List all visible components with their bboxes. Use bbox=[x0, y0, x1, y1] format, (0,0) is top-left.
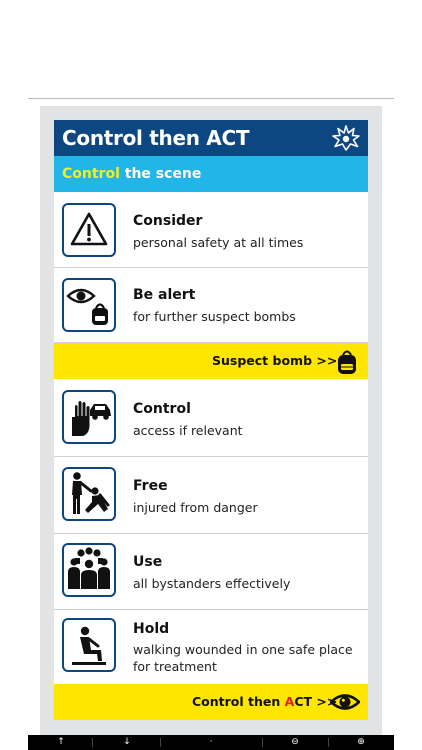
nav-divider bbox=[262, 738, 263, 747]
header-title: Control then ACT bbox=[62, 126, 250, 150]
item-icon-tile bbox=[62, 467, 116, 521]
guide-header bbox=[54, 120, 368, 156]
item-icon-tile bbox=[62, 543, 116, 597]
link-prefix: Control then bbox=[192, 694, 285, 709]
list-item-be-alert[interactable] bbox=[54, 268, 368, 343]
item-icon-tile bbox=[62, 278, 116, 332]
item-icon-tile bbox=[62, 390, 116, 444]
subheader-accent: Control bbox=[62, 166, 120, 182]
drag-injured-icon bbox=[64, 469, 114, 519]
nav-divider bbox=[160, 738, 161, 747]
top-divider bbox=[28, 98, 394, 99]
item-title: Use bbox=[133, 554, 163, 570]
subheader bbox=[54, 156, 368, 192]
nav-divider bbox=[328, 738, 329, 747]
item-title: Control bbox=[133, 401, 191, 417]
zoom-in-icon[interactable]: ⊕ bbox=[357, 737, 365, 747]
item-title: Hold bbox=[133, 621, 170, 637]
backpack-icon bbox=[336, 347, 358, 375]
control-then-act-link[interactable] bbox=[54, 684, 368, 720]
item-title: Free bbox=[133, 478, 168, 494]
item-description: all bystanders effectively bbox=[133, 576, 291, 591]
item-description: personal safety at all times bbox=[133, 235, 304, 250]
item-title: Be alert bbox=[133, 287, 196, 303]
item-title: Consider bbox=[133, 213, 203, 229]
subheader-text bbox=[62, 165, 201, 183]
suspect-bomb-label: Suspect bomb >> bbox=[212, 353, 338, 368]
arrow-down-icon[interactable]: ↓ bbox=[123, 737, 131, 747]
warning-icon bbox=[64, 205, 114, 255]
bottom-nav-bar bbox=[28, 735, 394, 750]
link-accent: A bbox=[284, 694, 295, 709]
subheader-rest: the scene bbox=[119, 166, 202, 182]
seated-person-icon bbox=[64, 620, 114, 670]
list-item-consider[interactable] bbox=[54, 192, 368, 268]
item-description: injured from danger bbox=[133, 500, 258, 515]
nav-divider bbox=[92, 738, 93, 747]
list-item-hold[interactable] bbox=[54, 610, 368, 684]
hand-car-icon bbox=[64, 392, 114, 442]
crowd-icon bbox=[64, 545, 114, 595]
item-icon-tile bbox=[62, 618, 116, 672]
eye-backpack-icon bbox=[64, 280, 114, 330]
item-description: access if relevant bbox=[133, 423, 243, 438]
item-description: for further suspect bombs bbox=[133, 309, 296, 324]
link-suffix: CT >> bbox=[294, 694, 338, 709]
item-description: walking wounded in one safe place for treatment bbox=[133, 642, 353, 674]
control-then-act-label bbox=[192, 694, 337, 710]
suspect-bomb-link[interactable] bbox=[54, 343, 368, 379]
dot-icon[interactable]: · bbox=[209, 737, 213, 747]
explosion-icon bbox=[332, 125, 360, 151]
guide-card bbox=[54, 120, 368, 720]
list-item-free[interactable] bbox=[54, 457, 368, 534]
list-item-use[interactable] bbox=[54, 534, 368, 610]
eye-icon bbox=[330, 691, 360, 713]
zoom-out-icon[interactable]: ⊖ bbox=[291, 737, 299, 747]
arrow-up-icon[interactable]: ↑ bbox=[57, 737, 65, 747]
list-item-control[interactable] bbox=[54, 380, 368, 457]
item-icon-tile bbox=[62, 203, 116, 257]
